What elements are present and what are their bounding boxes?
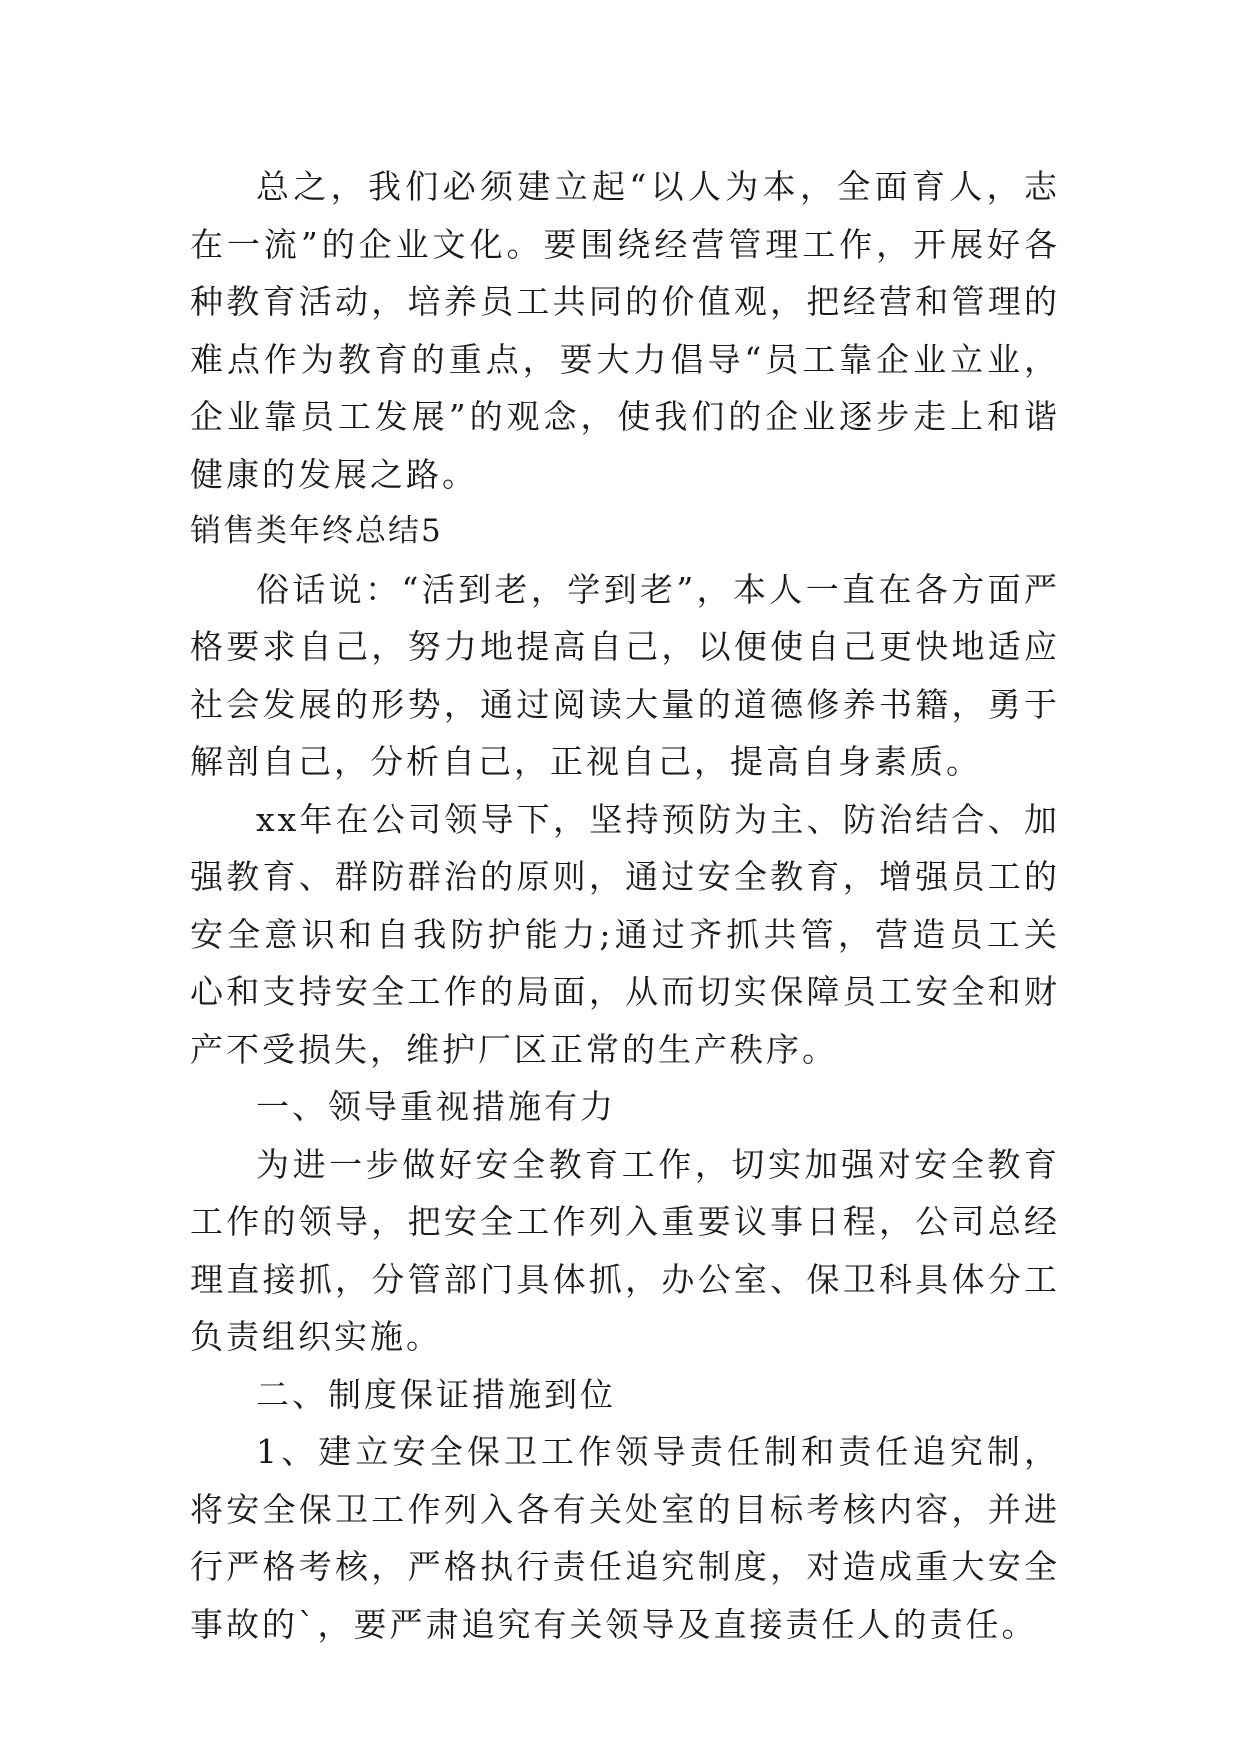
subheading-system: 二、制度保证措施到位 <box>256 1374 616 1414</box>
paragraph-conclusion: 总之，我们必须建立起“以人为本，全面育人，志在一流”的企业文化。要围绕经营管理工作，开展好各种教育活动，培养员工共同的价值观，把经营和管理的难点作为教育的重点，要大力倡导“员工靠企业立业，企业靠员工发展”的观念，使我们的企业逐步走上和谐健康的发展之路。 <box>190 167 1060 494</box>
document-body <box>190 158 1060 1653</box>
paragraph-leadership: 为进一步做好安全教育工作，切实加强对安全教育工作的领导，把安全工作列入重要议事日程，公司总经理直接抓，分管部门具体抓，办公室、保卫科具体分工负责组织实施。 <box>190 1144 1060 1356</box>
subheading-leadership: 一、领导重视措施有力 <box>256 1087 616 1126</box>
paragraph-responsibility: 1、建立安全保卫工作领导责任制和责任追究制，将安全保卫工作列入各有关处室的目标考核内容，并进行严格考核，严格执行责任追究制度，对造成重大安全事故的`，要严肃追究有关领导及直接责任人的责任。 <box>190 1432 1060 1644</box>
paragraph-self-improvement: 俗话说：“活到老，学到老”，本人一直在各方面严格要求自己，努力地提高自己，以便使自己更快地适应社会发展的形势，通过阅读大量的道德修养书籍，勇于解剖自己，分析自己，正视自己，提高自身素质。 <box>190 569 1060 781</box>
section-title: 销售类年终总结5 <box>190 513 443 549</box>
paragraph-safety-overview: xx年在公司领导下，坚持预防为主、防治结合、加强教育、群防群治的原则，通过安全教育，增强员工的安全意识和自我防护能力;通过齐抓共管，营造员工关心和支持安全工作的局面，从而切实保障员工安全和财产不受损失，维护厂区正常的生产秩序。 <box>190 799 1060 1069</box>
